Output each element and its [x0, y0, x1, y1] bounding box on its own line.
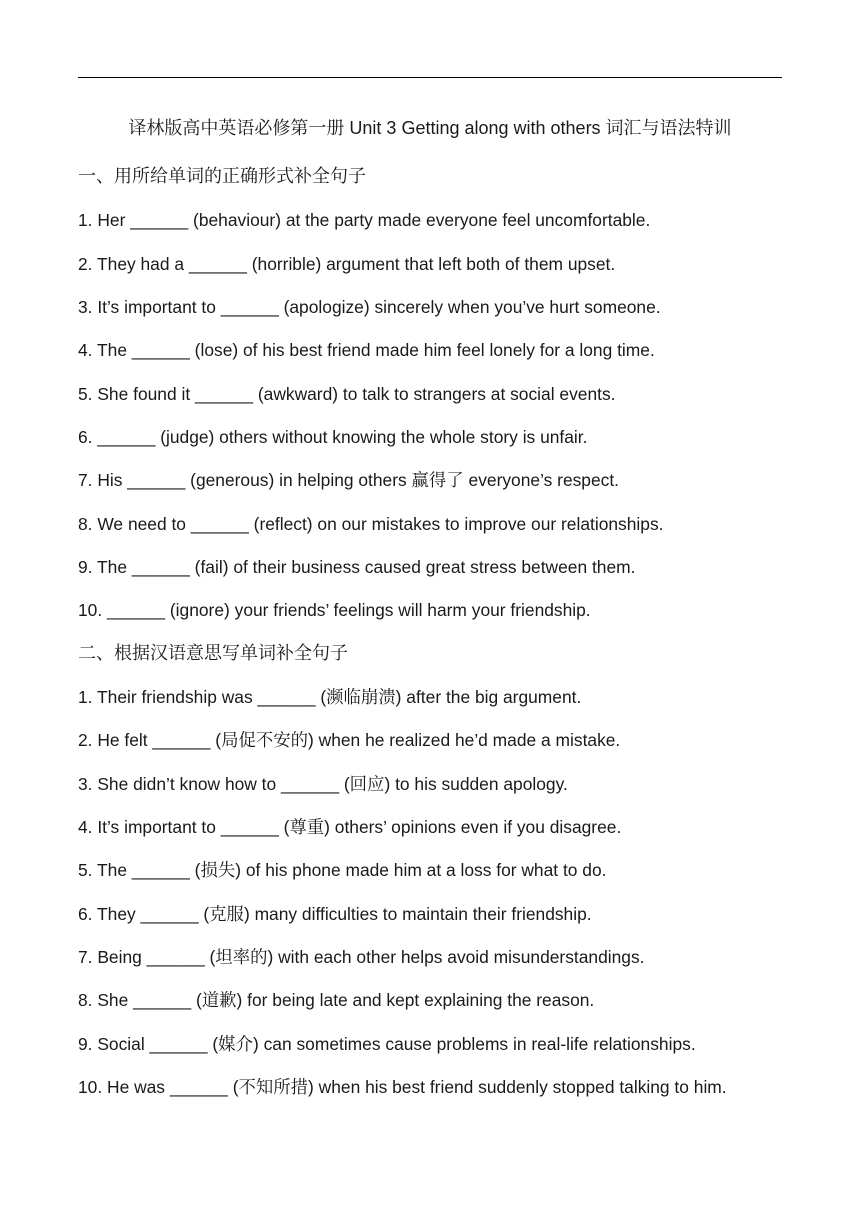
section-heading-translation: 二、根据汉语意思写单词补全句子 — [78, 643, 348, 664]
exercise-item: 4. It’s important to ______ (尊重) others’ opinions even if you disagree. — [78, 817, 622, 837]
exercise-item: 3. It’s important to ______ (apologize) sincerely when you’ve hurt someone. — [78, 297, 661, 317]
document-title: 译林版高中英语必修第一册 Unit 3 Getting along with others 词汇与语法特训 — [128, 118, 732, 138]
exercise-item: 7. Being ______ (坦率的) with each other helps avoid misunderstandings. — [78, 947, 645, 967]
exercise-item: 2. He felt ______ (局促不安的) when he realized he’d made a mistake. — [78, 730, 621, 750]
exercise-item: 10. ______ (ignore) your friends’ feelings will harm your friendship. — [78, 600, 591, 620]
exercise-item: 9. The ______ (fail) of their business caused great stress between them. — [78, 557, 636, 577]
exercise-item: 10. He was ______ (不知所措) when his best friend suddenly stopped talking to him. — [78, 1077, 727, 1097]
exercise-item: 5. The ______ (损失) of his phone made him at a loss for what to do. — [78, 860, 607, 880]
exercise-item: 3. She didn’t know how to ______ (回应) to his sudden apology. — [78, 774, 568, 794]
exercise-item: 8. She ______ (道歉) for being late and kept explaining the reason. — [78, 990, 595, 1010]
exercise-item: 2. They had a ______ (horrible) argument that left both of them upset. — [78, 254, 616, 274]
exercise-item: 8. We need to ______ (reflect) on our mistakes to improve our relationships. — [78, 514, 664, 534]
header-rule — [78, 77, 782, 78]
exercise-item: 9. Social ______ (媒介) can sometimes cause problems in real-life relationships. — [78, 1034, 696, 1054]
exercise-item: 6. ______ (judge) others without knowing the whole story is unfair. — [78, 427, 588, 447]
exercise-item: 1. Their friendship was ______ (濒临崩溃) after the big argument. — [78, 687, 582, 707]
exercise-item: 7. His ______ (generous) in helping others 赢得了 everyone’s respect. — [78, 470, 620, 490]
exercise-item: 1. Her ______ (behaviour) at the party made everyone feel uncomfortable. — [78, 210, 651, 230]
section-heading-word-forms: 一、用所给单词的正确形式补全句子 — [78, 166, 366, 187]
exercise-item: 5. She found it ______ (awkward) to talk to strangers at social events. — [78, 384, 616, 404]
exercise-item: 6. They ______ (克服) many difficulties to maintain their friendship. — [78, 904, 592, 924]
exercise-item: 4. The ______ (lose) of his best friend made him feel lonely for a long time. — [78, 340, 655, 360]
